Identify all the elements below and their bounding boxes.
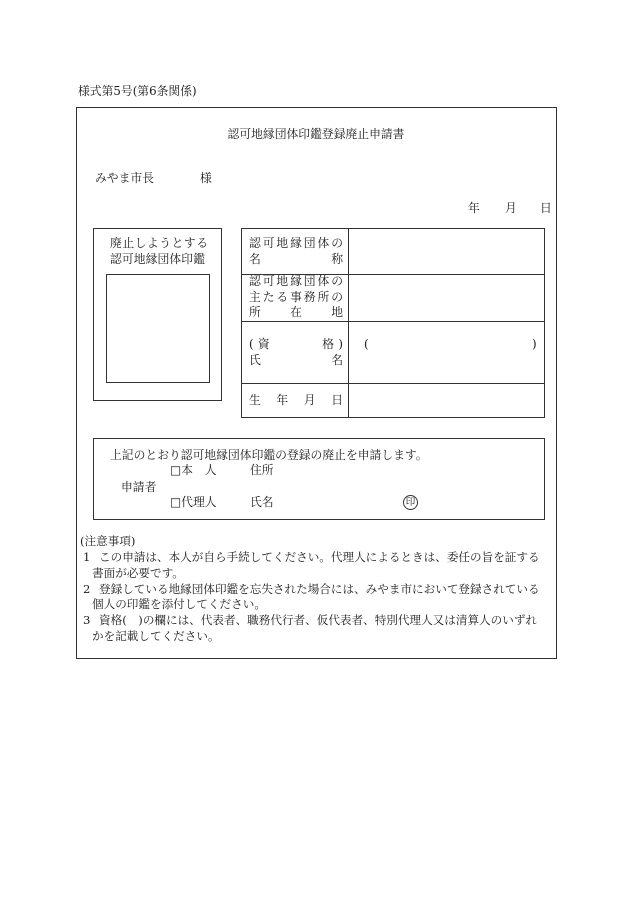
seal-mark-icon: 印 — [403, 495, 418, 510]
birthdate-label: 生 年 月 日 — [249, 393, 343, 407]
seal-impression-area — [106, 274, 210, 383]
office-label-line3: 所 在 地 — [249, 305, 343, 319]
note-line: 個人の印鑑を添付してください。 — [92, 597, 266, 611]
group-name-label-line1: 認可地縁団体の — [249, 236, 343, 250]
note-line: 資格( )の欄には、代表者、職務代行者、仮代表者、特別代理人又は清算人のいずれ — [99, 613, 538, 627]
note-line: 登録している地縁団体印鑑を忘失された場合には、みやま市において登録されている — [99, 582, 540, 596]
office-label-line1: 認可地縁団体の — [249, 274, 343, 288]
note-number: 3 — [83, 613, 91, 627]
note-line: かを記載してください。 — [92, 629, 220, 643]
date-year-label: 年 — [468, 201, 480, 215]
notes-heading: (注意事項) — [80, 534, 136, 548]
note-number: 1 — [83, 550, 91, 564]
qualification-open-paren: ( — [364, 337, 369, 351]
date-day-label: 日 — [540, 201, 552, 215]
form-title: 認可地縁団体印鑑登録廃止申請書 — [227, 127, 405, 141]
address-label: 住所 — [250, 463, 274, 477]
addressee-name: みやま市長 — [95, 171, 154, 185]
representative-qualification-label: (資 格) — [249, 337, 343, 351]
table-row-divider — [241, 383, 544, 384]
statement-text: 上記のとおり認可地縁団体印鑑の登録の廃止を申請します。 — [110, 448, 428, 462]
name-label: 氏名 — [250, 495, 274, 509]
date-month-label: 月 — [505, 201, 517, 215]
seal-box-caption-line1: 廃止しようとする — [110, 236, 208, 250]
note-number: 2 — [83, 582, 91, 596]
seal-box-caption-line2: 認可地縁団体印鑑 — [110, 252, 205, 266]
agent-checkbox-option: □代理人 — [170, 495, 217, 509]
addressee-honorific: 様 — [200, 171, 212, 185]
group-name-label-line2: 名 称 — [249, 252, 343, 266]
qualification-close-paren: ) — [532, 337, 537, 351]
note-line: 書面が必要です。 — [92, 566, 184, 580]
table-row-divider — [241, 321, 544, 322]
form-number: 様式第5号(第6条関係) — [78, 84, 197, 98]
principal-checkbox-option: □本 人 — [170, 463, 217, 477]
office-label-line2: 主たる事務所の — [249, 290, 343, 304]
applicant-label: 申請者 — [121, 480, 157, 494]
table-column-divider — [348, 228, 349, 417]
note-line: この申請は、本人が自ら手続してください。代理人によるときは、委任の旨を証する — [99, 550, 540, 564]
representative-name-label: 氏 名 — [249, 353, 343, 367]
